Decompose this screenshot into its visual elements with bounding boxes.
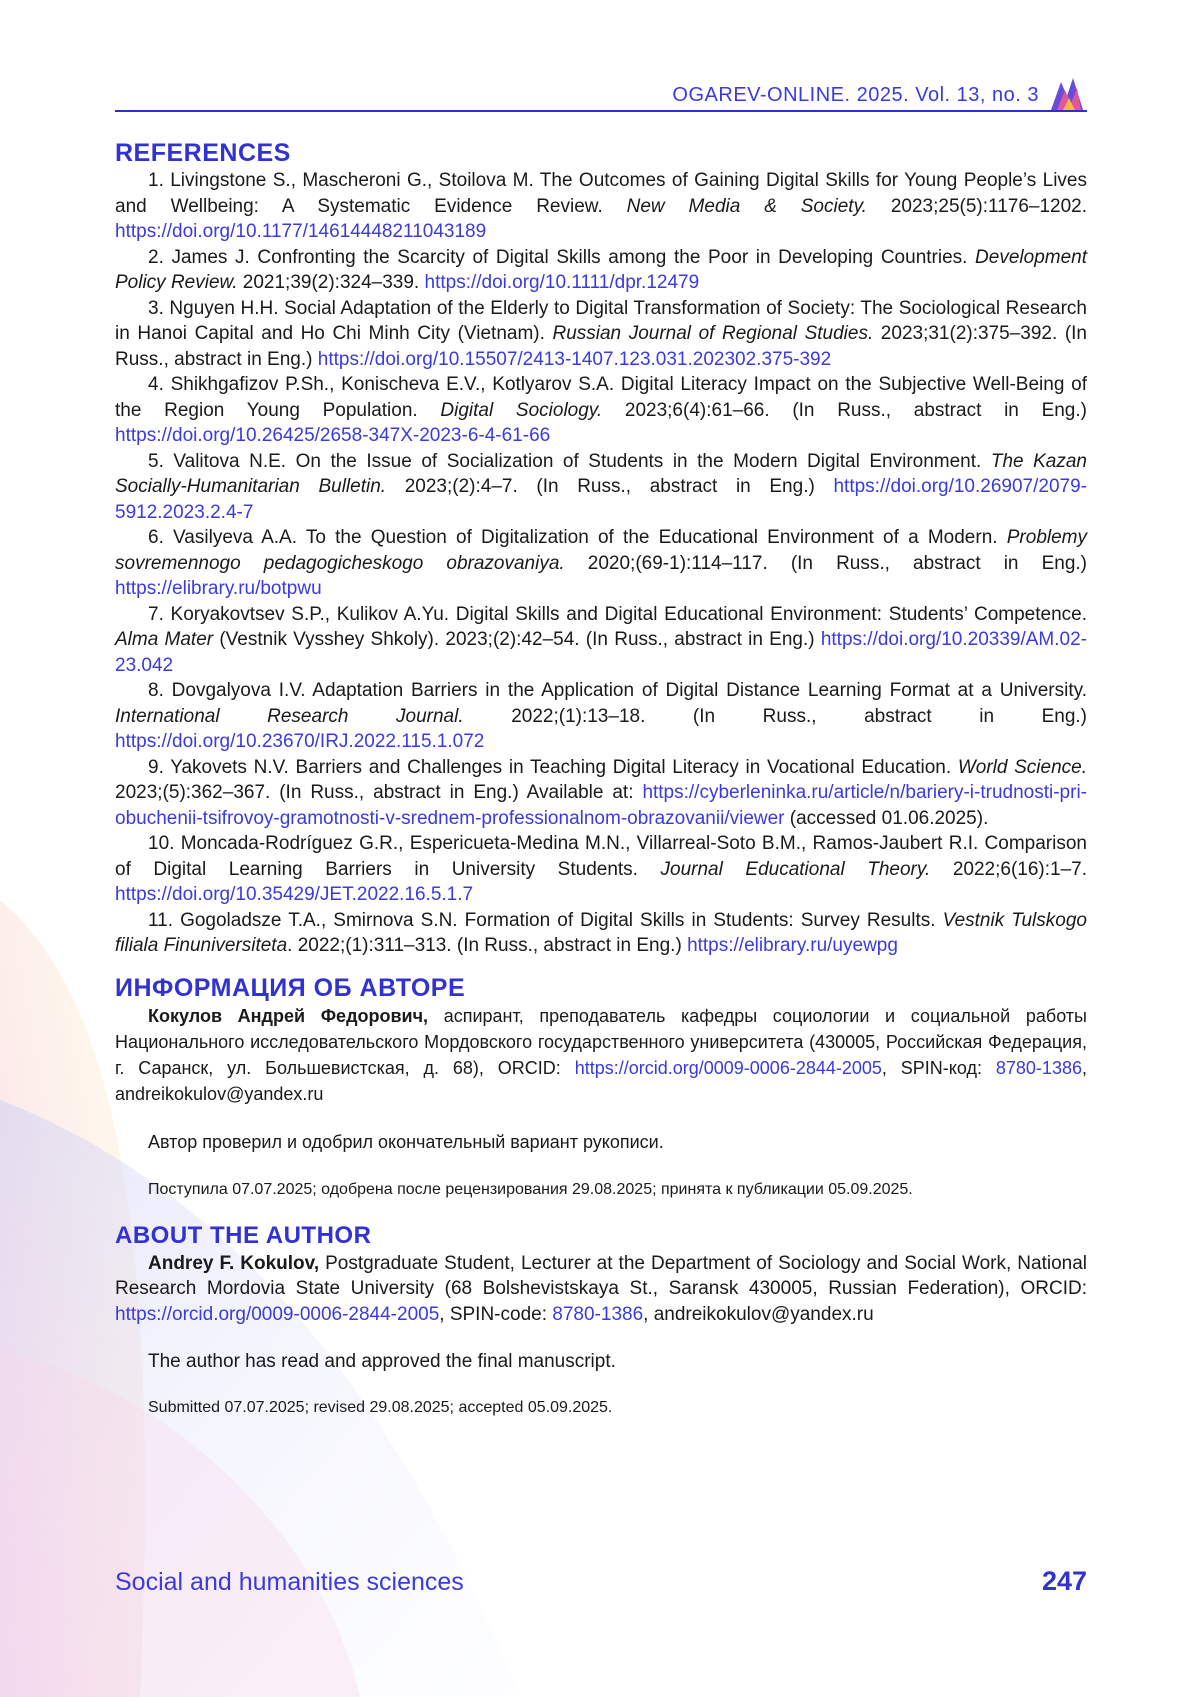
reference-details: 2023;6(4):61–66. (In Russ., abstract in Eng.) bbox=[602, 399, 1087, 421]
reference-link[interactable]: https://doi.org/10.20339/AM.02-23.042 bbox=[115, 629, 1087, 676]
author-email-ru: , andreikokulov@yandex.ru bbox=[115, 1057, 1087, 1104]
reference-link[interactable]: https://cyberleninka.ru/article/n/bariery-i-trudnosti-pri-obuchenii-tsifrovoy-gramotnosti-v-srednem-professionalnom-obrazovanii/viewer bbox=[115, 782, 1087, 829]
spin-link-en[interactable]: 8780-1386 bbox=[552, 1303, 644, 1325]
reference-item bbox=[115, 602, 1087, 679]
reference-link[interactable]: https://elibrary.ru/uyewpg bbox=[687, 935, 898, 956]
reference-link[interactable]: https://doi.org/10.23670/IRJ.2022.115.1.072 bbox=[115, 731, 485, 752]
reference-details: 2023;(2):4–7. (In Russ., abstract in Eng.) bbox=[386, 476, 834, 497]
reference-text: 7. Koryakovtsev S.P., Kulikov A.Yu. Digital Skills and Digital Educational Environment: Students’ Competence. bbox=[148, 603, 1087, 625]
reference-link[interactable]: https://doi.org/10.26907/2079-5912.2023.2.4-7 bbox=[115, 476, 1087, 523]
author-heading-en: ABOUT THE AUTHOR bbox=[115, 1221, 372, 1249]
reference-text: 1. Livingstone S., Mascheroni G., Stoilova M. The Outcomes of Gaining Digital Skills for Young People’s Lives and Wellbeing: A Systematic Evidence Review. bbox=[115, 170, 1087, 217]
author-name-ru: Кокулов Андрей Федорович, bbox=[148, 1005, 429, 1026]
reference-details: . 2022;(1):311–313. (In Russ., abstract in Eng.) bbox=[287, 935, 688, 956]
author-info-ru bbox=[115, 973, 1087, 1203]
reference-text: 10. Moncada-Rodríguez G.R., Espericueta-Medina M.N., Villarreal-Soto B.M., Ramos-Jaubert R.I. Comparison of Digital Learning Barriers in University Students. bbox=[115, 833, 1087, 880]
approval-note-ru: Автор проверил и одобрил окончательный вариант рукописи. bbox=[148, 1131, 664, 1152]
author-email-en: , andreikokulov@yandex.ru bbox=[643, 1303, 874, 1325]
reference-details: 2020;(69-1):114–117. (In Russ., abstract in Eng.) bbox=[564, 552, 1087, 574]
reference-text: 11. Gogoladsze T.A., Smirnova S.N. Formation of Digital Skills in Students: Survey Results. bbox=[148, 909, 943, 931]
reference-journal: Alma Mater bbox=[115, 629, 214, 650]
references-section bbox=[115, 138, 1087, 959]
journal-logo-icon bbox=[1047, 76, 1087, 112]
article-content bbox=[115, 138, 1087, 1420]
author-bio-ru bbox=[115, 1003, 1087, 1107]
reference-journal: Vestnik Tulskogo filiala Finuniversiteta bbox=[115, 909, 1087, 956]
author-bio-text-ru: аспирант, преподаватель кафедры социологии и социальной работы Национального исследовательского Мордовского государственного университета (430005, Российская Федерация, г. Саранск, ул. Большевистская, д. 68), ORCID: bbox=[115, 1005, 1087, 1078]
reference-link[interactable]: https://doi.org/10.26425/2658-347X-2023-6-4-61-66 bbox=[115, 425, 551, 446]
reference-journal: The Kazan Socially-Humanitarian Bulletin. bbox=[115, 450, 1087, 497]
reference-item bbox=[115, 678, 1087, 755]
reference-link[interactable]: https://doi.org/10.15507/2413-1407.123.031.202302.375-392 bbox=[317, 348, 832, 370]
spin-label-ru: , SPIN-код: bbox=[881, 1057, 996, 1078]
reference-journal: Journal Educational Theory. bbox=[660, 858, 931, 880]
reference-journal: Development Policy Review. bbox=[115, 246, 1087, 293]
reference-details: 2022;6(16):1–7. bbox=[930, 858, 1087, 880]
reference-item bbox=[115, 525, 1087, 602]
author-name-en: Andrey F. Kokulov, bbox=[148, 1252, 320, 1274]
reference-text: 9. Yakovets N.V. Barriers and Challenges in Teaching Digital Literacy in Vocational Education. bbox=[148, 756, 958, 778]
dates-en: Submitted 07.07.2025; revised 29.08.2025; accepted 05.09.2025. bbox=[148, 1398, 613, 1416]
reference-journal: New Media & Society. bbox=[626, 195, 867, 217]
reference-details: 2023;25(5):1176–1202. bbox=[866, 195, 1088, 217]
reference-link[interactable]: https://elibrary.ru/botpwu bbox=[115, 578, 322, 599]
reference-item bbox=[115, 372, 1087, 449]
reference-journal: Problemy sovremennogo pedagogicheskogo obrazovaniya. bbox=[115, 527, 1087, 574]
reference-journal: Digital Sociology. bbox=[440, 399, 603, 421]
reference-item bbox=[115, 245, 1087, 296]
reference-link[interactable]: https://doi.org/10.1111/dpr.12479 bbox=[424, 272, 700, 293]
page-header bbox=[115, 82, 1087, 112]
approval-note-en: The author has read and approved the final manuscript. bbox=[148, 1351, 616, 1372]
reference-journal: Russian Journal of Regional Studies. bbox=[552, 323, 874, 344]
dates-ru: Поступила 07.07.2025; одобрена после рецензирования 29.08.2025; принята к публикации 05.09.2025. bbox=[148, 1180, 913, 1198]
reference-journal: International Research Journal. bbox=[115, 705, 464, 727]
reference-item bbox=[115, 449, 1087, 526]
reference-list bbox=[115, 168, 1087, 959]
reference-tail: (accessed 01.06.2025). bbox=[784, 807, 989, 829]
spin-label-en: , SPIN-code: bbox=[439, 1303, 553, 1325]
reference-item bbox=[115, 296, 1087, 373]
reference-text: 6. Vasilyeva A.A. To the Question of Digitalization of the Educational Environment of a Modern. bbox=[148, 527, 1007, 548]
reference-details: 2021;39(2):324–339. bbox=[237, 272, 425, 293]
author-heading-ru: ИНФОРМАЦИЯ ОБ АВТОРЕ bbox=[115, 973, 466, 1002]
page-number: 247 bbox=[1041, 1566, 1087, 1596]
reference-details: (Vestnik Vysshey Shkoly). 2023;(2):42–54. (In Russ., abstract in Eng.) bbox=[213, 629, 821, 650]
reference-link[interactable]: https://doi.org/10.1177/14614448211043189 bbox=[115, 221, 487, 242]
reference-journal: World Science. bbox=[957, 756, 1087, 778]
author-bio-text-en: Postgraduate Student, Lecturer at the Department of Sociology and Social Work, National Research Mordovia State University (68 Bolshevistskaya St., Saransk 430005, Russian Federation), ORCID: bbox=[115, 1252, 1088, 1299]
journal-title: OGAREV-ONLINE. 2025. Vol. 13, no. 3 bbox=[672, 84, 1039, 106]
reference-link[interactable]: https://doi.org/10.35429/JET.2022.16.5.1.7 bbox=[115, 884, 474, 905]
spin-link-ru[interactable]: 8780-1386 bbox=[995, 1057, 1082, 1078]
reference-text: 5. Valitova N.E. On the Issue of Socialization of Students in the Modern Digital Environment. bbox=[148, 450, 991, 472]
reference-text: 4. Shikhgafizov P.Sh., Konischeva E.V., Kotlyarov S.A. Digital Literacy Impact on the Subjective Well-Being of the Region Young Population. bbox=[115, 374, 1087, 421]
author-info-en bbox=[115, 1221, 1087, 1421]
reference-details: 2023;31(2):375–392. (In Russ., abstract in Eng.) bbox=[115, 323, 1087, 370]
reference-text: 3. Nguyen H.H. Social Adaptation of the Elderly to Digital Transformation of Society: The Sociological Research in Hanoi Capital and Ho Chi Minh City (Vietnam). bbox=[115, 297, 1087, 344]
reference-item bbox=[115, 908, 1087, 959]
reference-item bbox=[115, 168, 1087, 245]
author-bio-en bbox=[115, 1251, 1087, 1328]
reference-details: 2023;(5):362–367. (In Russ., abstract in Eng.) Available at: bbox=[115, 782, 643, 803]
references-heading: REFERENCES bbox=[115, 139, 291, 167]
header-rule bbox=[115, 110, 1087, 112]
orcid-link-ru[interactable]: https://orcid.org/0009-0006-2844-2005 bbox=[574, 1057, 882, 1078]
section-name: Social and humanities sciences bbox=[115, 1568, 464, 1596]
page-footer bbox=[115, 1568, 1087, 1608]
reference-item bbox=[115, 831, 1087, 908]
reference-details: 2022;(1):13–18. (In Russ., abstract in Eng.) bbox=[463, 705, 1087, 727]
reference-text: 8. Dovgalyova I.V. Adaptation Barriers in the Application of Digital Distance Learning Format at a University. bbox=[148, 680, 1087, 701]
reference-text: 2. James J. Confronting the Scarcity of Digital Skills among the Poor in Developing Countries. bbox=[148, 246, 976, 268]
reference-item bbox=[115, 755, 1087, 832]
orcid-link-en[interactable]: https://orcid.org/0009-0006-2844-2005 bbox=[115, 1303, 440, 1325]
